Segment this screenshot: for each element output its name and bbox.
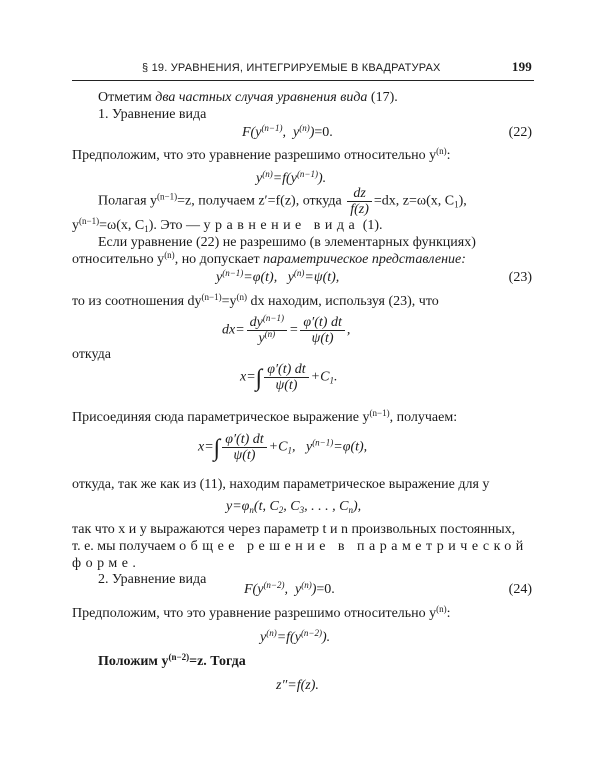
equation-z-second: z″=f(z).: [276, 678, 319, 693]
equation-24-number: (24): [508, 582, 532, 597]
equation-x-integral: x=∫ $\frac{\varphi'(t) dt}{\psi(t)}$ $+C_1$.: [240, 362, 338, 393]
paragraph-relation: то из соотношения $dy^{(n-1)}=y^{(n)}$ dx находим, используя (23), что: [72, 292, 439, 309]
paragraph-parametric: относительно $y^{(n)}$, но допускает параметрическое представление:: [72, 250, 466, 267]
fraction-dz-fz: $\frac{dz}{f(z)}$: [347, 186, 372, 217]
equation-y-param: $y=\varphi_n(t$, $C_2$, $C_3$, . . . , $C_n$),: [226, 499, 362, 515]
word-whence: откуда: [72, 347, 111, 362]
paragraph-assume: Предположим, что это уравнение разрешимо относительно $y^{(n)}$:: [72, 146, 451, 163]
case-2-heading: 2. Уравнение вида: [98, 572, 207, 587]
equation-solved-form-2: $y^{(n)}=f(y^{(n-2)})$.: [260, 628, 331, 645]
paragraph-general-solution: т. е. мы получаем общее решение в параметрической: [72, 539, 528, 554]
paragraph-set: Положим $y^{(n-2)}=z$. Тогда: [98, 652, 246, 669]
paragraph-assume-2: Предположим, что это уравнение разрешимо относительно $y^{(n)}$:: [72, 604, 451, 621]
section-title: § 19. УРАВНЕНИЯ, ИНТЕГРИРУЕМЫЕ В КВАДРАТУРАХ: [142, 62, 441, 74]
equation-23-number: (23): [508, 270, 532, 285]
running-header: [72, 60, 534, 81]
paragraph-result: $y^{(n-1)}=\omega(x$, $C_1$). Это — уравнение вида (1).: [72, 216, 383, 234]
paragraph-so-that: так что x и y выражаются через параметр t и n произвольных постоянных,: [72, 522, 516, 537]
word-form: форме.: [72, 556, 141, 571]
case-1-heading: 1. Уравнение вида: [98, 107, 207, 122]
paragraph-intro: Отметим два частных случая уравнения вида (17).: [98, 90, 398, 105]
equation-24: $F(y^{(n-2)}$, $y^{(n)})=0$.: [244, 580, 335, 597]
paragraph-join: Присоединяя сюда параметрическое выражение $y^{(n-1)}$, получаем:: [72, 408, 458, 425]
equation-solved-form: $y^{(n)}=f(y^{(n-1)})$.: [256, 169, 327, 186]
equation-system: x=∫ $\frac{\varphi'(t) dt}{\psi(t)}$ $+C_1$, $y^{(n-1)}=\varphi(t)$,: [198, 432, 368, 463]
page-number: 199: [511, 59, 532, 74]
paragraph-find-y: откуда, так же как из (11), находим параметрическое выражение для y: [72, 477, 490, 492]
equation-23: $y^{(n-1)}=\varphi(t)$, $y^{(n)}=\psi(t)$,: [216, 268, 340, 285]
equation-dx: dx= $\frac{dy^{(n-1)}}{y^{(n)}}$ = $\frac{\varphi'(t) dt}{\psi(t)}$ ,: [222, 313, 351, 346]
paragraph-substitution: Полагая $y^{(n-1)}=z$, получаем z′=f(z), откуда $\frac{dz}{f(z)}$ =dx, z=ω(x, $C_1$),: [98, 186, 467, 217]
paragraph-nonsolvable: Если уравнение (22) не разрешимо (в элементарных функциях): [98, 235, 476, 250]
equation-22: $F(y^{(n-1)}$, $y^{(n)})=0$.: [242, 123, 333, 140]
equation-22-number: (22): [508, 125, 532, 140]
